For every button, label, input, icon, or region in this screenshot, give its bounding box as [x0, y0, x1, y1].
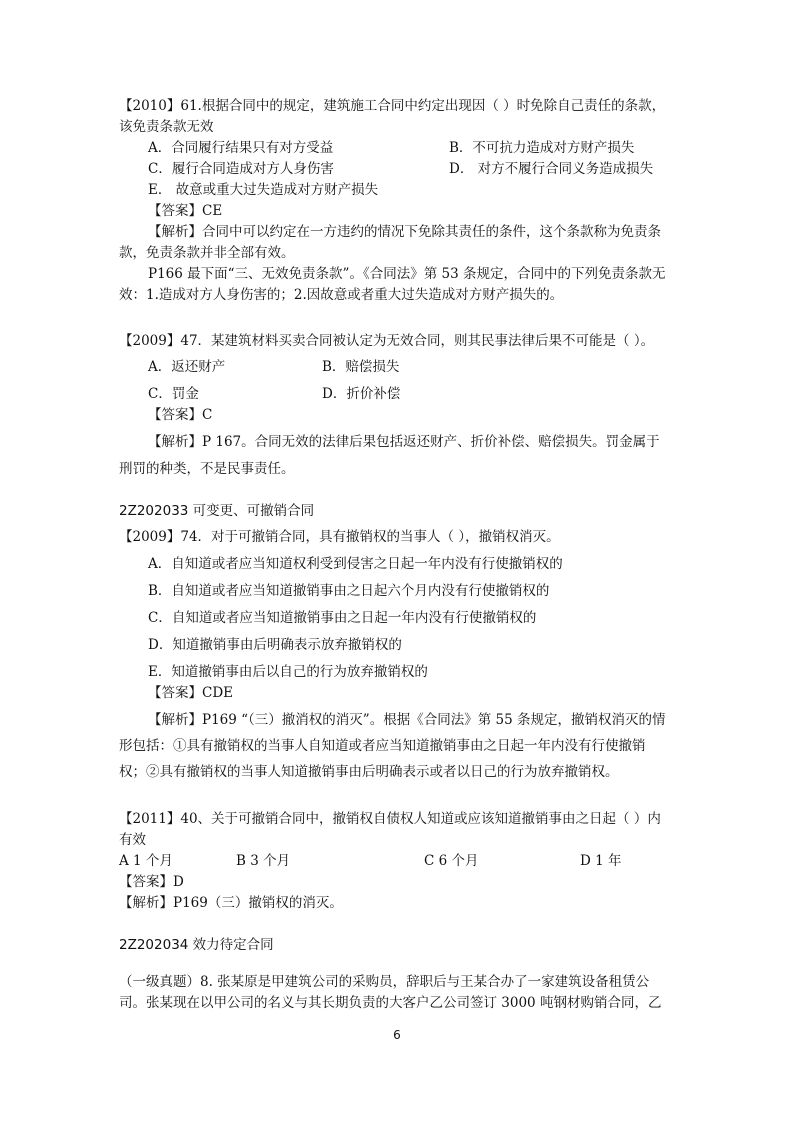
q2010-option-b: B．不可抗力造成对方财产损失 — [449, 140, 635, 156]
q2011-stem-line2: 有效 — [119, 832, 146, 848]
section-heading-revocable-contract: 2Z202033 可变更、可撤销合同 — [119, 503, 315, 519]
q2009b-option-b: B．自知道或者应当知道撤销事由之日起六个月内没有行使撤销权的 — [148, 583, 550, 599]
q2010-explanation-line1: 【解析】合同中可以约定在一方违约的情况下免除其责任的条件，这个条款称为免责条 — [148, 224, 661, 240]
q2010-explanation-line4: 效：1.造成对方人身伤害的；2.因故意或者重大过失造成对方财产损失的。 — [119, 287, 564, 303]
q2009b-stem: 【2009】74．对于可撤销合同，具有撤销权的当事人（ ），撤销权消灭。 — [119, 529, 560, 545]
q2009a-explanation-line1: 【解析】P 167。合同无效的法律后果包括返还财产、折价补偿、赔偿损失。罚金属于 — [148, 434, 660, 450]
q2009b-answer: 【答案】CDE — [148, 685, 234, 701]
q2009b-option-a: A．自知道或者应当知道权利受到侵害之日起一年内没有行使撤销权的 — [148, 556, 563, 572]
q2010-option-c: C．履行合同造成对方人身伤害 — [148, 161, 334, 177]
q2011-stem-line1: 【2011】40、关于可撤销合同中，撤销权自债权人知道或应该知道撤销事由之日起（ ）内 — [119, 811, 661, 827]
section-heading-pending-validity-contract: 2Z202034 效力待定合同 — [119, 937, 274, 953]
q2011-option-a: A 1 个月 — [119, 853, 173, 869]
q2011-option-b: B 3 个月 — [236, 853, 291, 869]
q2011-option-c: C 6 个月 — [424, 853, 479, 869]
q2009b-option-e: E．知道撤销事由后以自己的行为放弃撤销权的 — [148, 664, 428, 680]
q2011-explanation: 【解析】P169（三）撤销权的消灭。 — [119, 895, 343, 911]
q2010-answer: 【答案】CE — [148, 203, 223, 219]
q2010-option-d: D． 对方不履行合同义务造成损失 — [449, 161, 654, 177]
q2010-explanation-line3: P166 最下面“三、无效免责条款”。《合同法》第 53 条规定，合同中的下列免责条款无 — [148, 266, 666, 282]
q2009a-explanation-line2: 刑罚的种类，不是民事责任。 — [119, 461, 295, 477]
q2010-option-e: E． 故意或重大过失造成对方财产损失 — [148, 182, 379, 198]
q2009a-option-c: C．罚金 — [148, 386, 199, 402]
q2009a-option-b: B．赔偿损失 — [322, 359, 400, 375]
q2009a-option-a: A．返还财产 — [148, 359, 226, 375]
q2009b-explanation-line3: 权；②具有撤销权的当事人知道撤销事由后明确表示或者以日己的行为放弃撤销权。 — [119, 764, 619, 780]
q2010-explanation-line2: 款，免责条款并非全部有效。 — [119, 245, 295, 261]
q-first-level-line2: 司。张某现在以甲公司的名义与其长期负责的大客户乙公司签订 3000 吨钢材购销合同，乙 — [119, 995, 662, 1011]
q2009b-explanation-line1: 【解析】P169 “（三）撤消权的消灭”。根据《合同法》第 55 条规定，撤销权消灭的情 — [148, 712, 666, 728]
q2009a-answer: 【答案】C — [148, 407, 213, 423]
q2009b-option-d: D．知道撤销事由后明确表示放弃撤销权的 — [148, 637, 402, 653]
q2009a-stem: 【2009】47．某建筑材料买卖合同被认定为无效合同，则其民事法律后果不可能是（ ）。 — [119, 333, 655, 349]
q2009a-option-d: D．折价补偿 — [322, 386, 401, 402]
q2010-stem-line1: 【2010】61.根据合同中的规定，建筑施工合同中约定出现因（ ）时免除自己责任的条款， — [119, 98, 666, 114]
q-first-level-line1: （一级真题）8. 张某原是甲建筑公司的采购员，辞职后与王某合办了一家建筑设备租赁公 — [119, 974, 650, 990]
q2009b-explanation-line2: 形包括：①具有撤销权的当事人自知道或者应当知道撤销事由之日起一年内没有行使撤销 — [119, 738, 646, 754]
q2009b-option-c: C．自知道或者应当知道撤销事由之日起一年内没有行使撤销权的 — [148, 610, 537, 626]
page-number: 6 — [393, 1028, 401, 1042]
q2011-answer: 【答案】D — [119, 874, 184, 890]
q2011-option-d: D 1 年 — [580, 853, 622, 869]
q2010-option-a: A．合同履行结果只有对方受益 — [148, 140, 334, 156]
q2010-stem-line2: 该免责条款无效 — [119, 119, 214, 135]
